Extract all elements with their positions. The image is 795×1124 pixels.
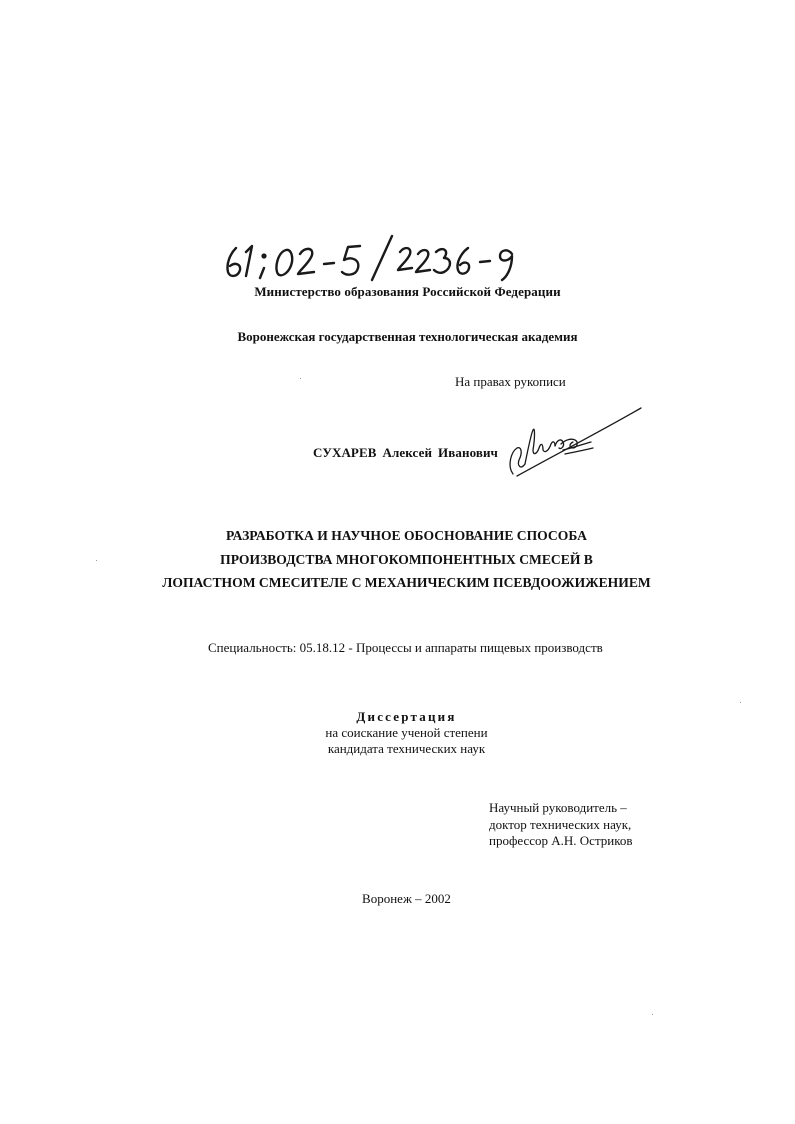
scan-speck bbox=[300, 378, 301, 379]
dissertation-title bbox=[0, 524, 795, 595]
degree-line: кандидата технических наук bbox=[327, 741, 486, 756]
author-name bbox=[313, 445, 498, 461]
dissertation-heading: Диссертация bbox=[356, 709, 457, 724]
title-line: ЛОПАСТНОМ СМЕСИТЕЛЕ С МЕХАНИЧЕСКИМ ПСЕВДООЖИЖЕНИЕМ bbox=[162, 575, 651, 590]
manuscript-rights-note: На правах рукописи bbox=[455, 374, 566, 389]
author-first-name: Алексей bbox=[382, 445, 433, 460]
degree-line: на соискание ученой степени bbox=[325, 725, 488, 740]
signature-icon bbox=[503, 404, 648, 482]
dissertation-block bbox=[0, 709, 795, 757]
scan-speck bbox=[96, 560, 97, 561]
supervisor-role: Научный руководитель – bbox=[489, 800, 627, 815]
author-surname: СУХАРЕВ bbox=[313, 445, 377, 460]
supervisor-degree: доктор технических наук, bbox=[489, 816, 632, 832]
author-patronymic: Иванович bbox=[438, 445, 498, 460]
academy-name: Воронежская государственная технологическая академия bbox=[237, 329, 578, 344]
scan-speck bbox=[652, 1014, 653, 1015]
title-line: РАЗРАБОТКА И НАУЧНОЕ ОБОСНОВАНИЕ СПОСОБА bbox=[226, 528, 587, 543]
title-line: ПРОИЗВОДСТВА МНОГОКОМПОНЕНТНЫХ СМЕСЕЙ В bbox=[220, 551, 593, 567]
city-year: Воронеж – 2002 bbox=[362, 891, 451, 906]
scan-speck bbox=[740, 702, 741, 703]
supervisor-name: профессор А.Н. Остриков bbox=[489, 833, 633, 848]
specialty: Специальность: 05.18.12 - Процессы и аппараты пищевых производств bbox=[208, 640, 603, 655]
ministry-name: Министерство образования Российской Федерации bbox=[254, 284, 561, 299]
archive-number-handwritten bbox=[222, 232, 532, 284]
supervisor-block bbox=[489, 800, 633, 850]
